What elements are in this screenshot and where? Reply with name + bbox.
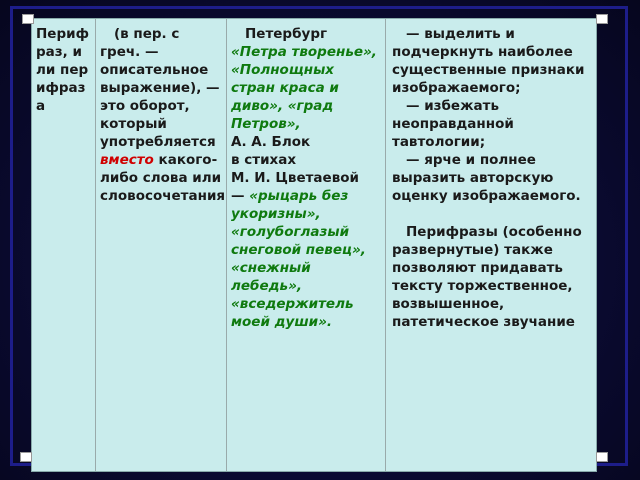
example-poet-tsvetaeva: М. И. Цветаевой xyxy=(231,170,359,186)
purpose-note: Перифразы (особенно развернутые) также позволяют придавать тексту торжественное, возвышенное, патетическое звучание xyxy=(392,224,582,330)
definition-highlight: вместо xyxy=(100,152,154,168)
definition-text: (в пер. с греч. — описательное выражение), — это оборот, который употребляется xyxy=(100,26,220,150)
definition-table xyxy=(31,18,597,472)
example-poet-blok: А. А. Блок xyxy=(231,134,311,150)
example-city: Петербург xyxy=(245,26,328,42)
purpose-item-1: — выделить и подчеркнуть наиболее существенные признаки изображаемого; xyxy=(392,26,585,96)
purposes-cell xyxy=(386,19,598,471)
definition-text-end: какого-либо слова или словосочетания xyxy=(100,152,226,204)
corner-marker-top-left xyxy=(22,14,34,24)
example-in-verses: в стихах xyxy=(231,152,297,168)
example-blok-phrases: «рыцарь без укоризны», «голубоглазый снеговой певец», «снежный лебедь», «вседержитель моей души». xyxy=(231,188,366,330)
purpose-item-2: — избежать неоправданной тавтологии; xyxy=(392,98,514,150)
example-city-phrases: «Петра творенье», «Полнощных стран краса и диво», «град Петров», xyxy=(231,44,377,132)
term-cell xyxy=(32,19,96,471)
corner-marker-bottom-left xyxy=(20,452,32,462)
example-dash: — xyxy=(231,188,245,204)
purpose-item-3: — ярче и полнее выразить авторскую оценку изображаемого. xyxy=(392,152,581,204)
examples-cell xyxy=(227,19,386,471)
corner-marker-bottom-right xyxy=(596,452,608,462)
corner-marker-top-right xyxy=(596,14,608,24)
definition-cell xyxy=(96,19,227,471)
term-text: Перифраз, или перифраза xyxy=(36,26,89,114)
